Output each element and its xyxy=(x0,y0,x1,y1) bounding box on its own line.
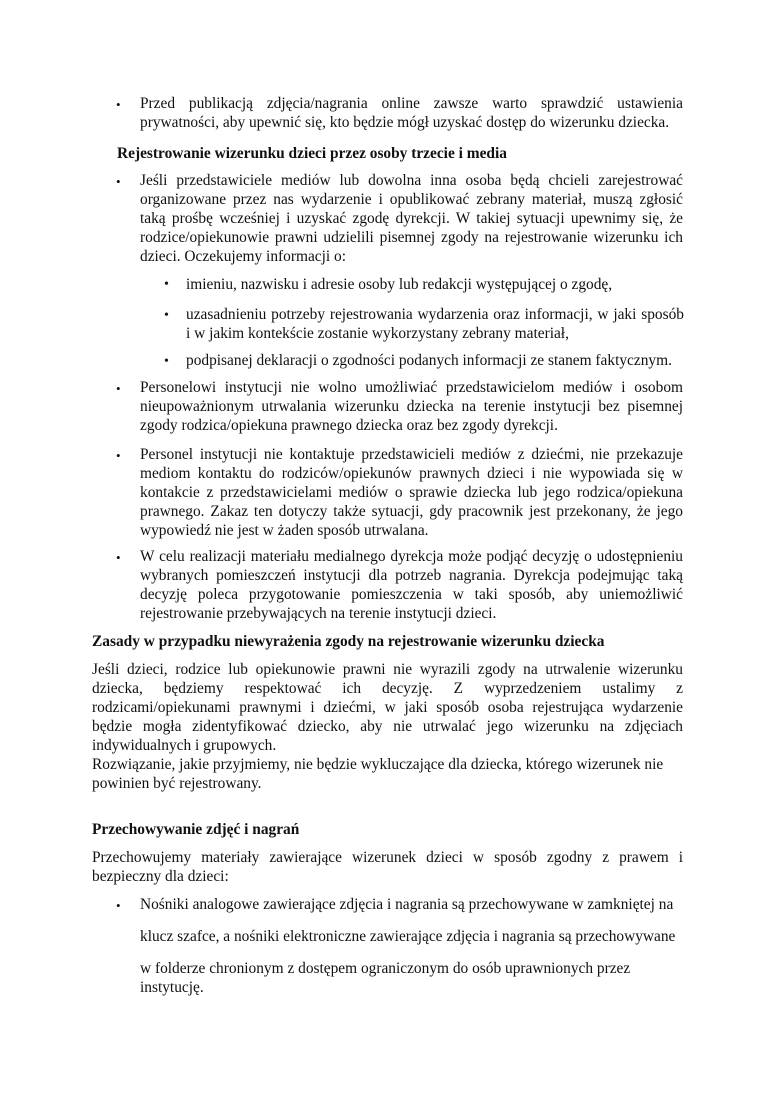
sub-bullet-icon: • xyxy=(164,308,169,323)
storage-line-3: w folderze chronionym z dostępem ograniczonym do osób uprawnionych przez xyxy=(140,960,631,977)
section-heading-no-consent: Zasady w przypadku niewyrażenia zgody na rejestrowanie wizerunku dziecka xyxy=(92,633,605,650)
paragraph-solution: Rozwiązanie, jakie przyjmiemy, nie będzie wykluczające dla dziecka, którego wizerunek nie powinien być rejestrowany. xyxy=(92,756,664,792)
sub-item-justification: uzasadnieniu potrzeby rejestrowania wydarzenia oraz informacji, w jaki sposób i w jakim kontekście zostanie wykorzystany zebrany materiał, xyxy=(186,306,684,342)
bullet-icon: • xyxy=(116,550,121,565)
bullet-icon: • xyxy=(116,174,121,189)
sub-item-name-address: imieniu, nazwisku i adresie osoby lub redakcji występującej o zgodę, xyxy=(186,276,613,293)
bullet-room-access: W celu realizacji materiału medialnego dyrekcja może podjąć decyzję o udostępnieniu wybranych pomieszczeń instytucji dla potrzeb nagrania. Dyrekcja podejmując taką decyzję poleca przygotowanie pomieszczenia w taki sposób, aby uniemożliwić rejestrowanie przebywających na terenie instytucji dzieci. xyxy=(140,548,683,622)
bullet-staff-no-contact: Personel instytucji nie kontaktuje przedstawicieli mediów z dziećmi, nie przekazuje mediom kontaktu do rodziców/opiekunów prawnych dzieci i nie wypowiada się w kontakcie z przedstawicielami mediów o sprawie dziecka lub jego rodzica/opiekuna prawnego. Zakaz ten dotyczy także sytuacji, gdy pracownik jest przekonany, że jego wypowiedź nie jest w żaden sposób utrwalana. xyxy=(140,446,683,539)
storage-line-4: instytucję. xyxy=(140,979,204,996)
bullet-icon: • xyxy=(116,381,121,396)
bullet-icon: • xyxy=(116,97,121,112)
bullet-icon: • xyxy=(116,448,121,463)
storage-line-2: klucz szafce, a nośniki elektroniczne zawierające zdjęcia i nagrania są przechowywane xyxy=(140,928,676,945)
bullet-media-registration: Jeśli przedstawiciele mediów lub dowolna inna osoba będą chcieli zarejestrować organizowane przez nas wydarzenie i opublikować zebrany materiał, muszą zgłosić taką prośbę wcześniej i uzyskać zgodę dyrekcji. W takiej sytuacji upewnimy się, że rodzice/opiekunowie prawni udzielili pisemnej zgody na rejestrowanie wizerunku ich dzieci. Oczekujemy informacji o: xyxy=(140,172,683,265)
sub-bullet-icon: • xyxy=(164,354,169,369)
storage-line-1: Nośniki analogowe zawierające zdjęcia i nagrania są przechowywane w zamkniętej na xyxy=(140,896,674,913)
sub-item-declaration: podpisanej deklaracji o zgodności podanych informacji ze stanem faktycznym. xyxy=(186,352,672,369)
paragraph-storage: Przechowujemy materiały zawierające wizerunek dzieci w sposób zgodny z prawem i bezpieczny dla dzieci: xyxy=(92,849,683,885)
bullet-staff-prohibition: Personelowi instytucji nie wolno umożliwiać przedstawicielom mediów i osobom nieupoważnionym utrwalania wizerunku dziecka na terenie instytucji bez pisemnej zgody rodzica/opiekuna prawnego dziecka oraz bez zgody dyrekcji. xyxy=(140,379,683,434)
intro-bullet-text: Przed publikacją zdjęcia/nagrania online zawsze warto sprawdzić ustawienia prywatności, aby upewnić się, kto będzie mógł uzyskać dostęp do wizerunku dziecka. xyxy=(140,95,683,131)
section-heading-storage: Przechowywanie zdjęć i nagrań xyxy=(92,821,300,838)
bullet-storage-carriers xyxy=(140,895,683,997)
section-heading-third-parties: Rejestrowanie wizerunku dzieci przez osoby trzecie i media xyxy=(117,145,507,162)
paragraph-no-consent: Jeśli dzieci, rodzice lub opiekunowie prawni nie wyrazili zgody na utrwalenie wizerunku dziecka, będziemy respektować ich decyzję. Z wyprzedzeniem ustalimy z rodzicami/opiekunami prawnymi i dziećmi, w jaki sposób osoba rejestrująca wydarzenie będzie mogła zidentyfikować dziecko, aby nie utrwalać jego wizerunku na zdjęciach indywidualnych i grupowych. xyxy=(92,661,683,754)
sub-bullet-icon: • xyxy=(164,277,169,292)
bullet-icon: • xyxy=(116,898,121,913)
